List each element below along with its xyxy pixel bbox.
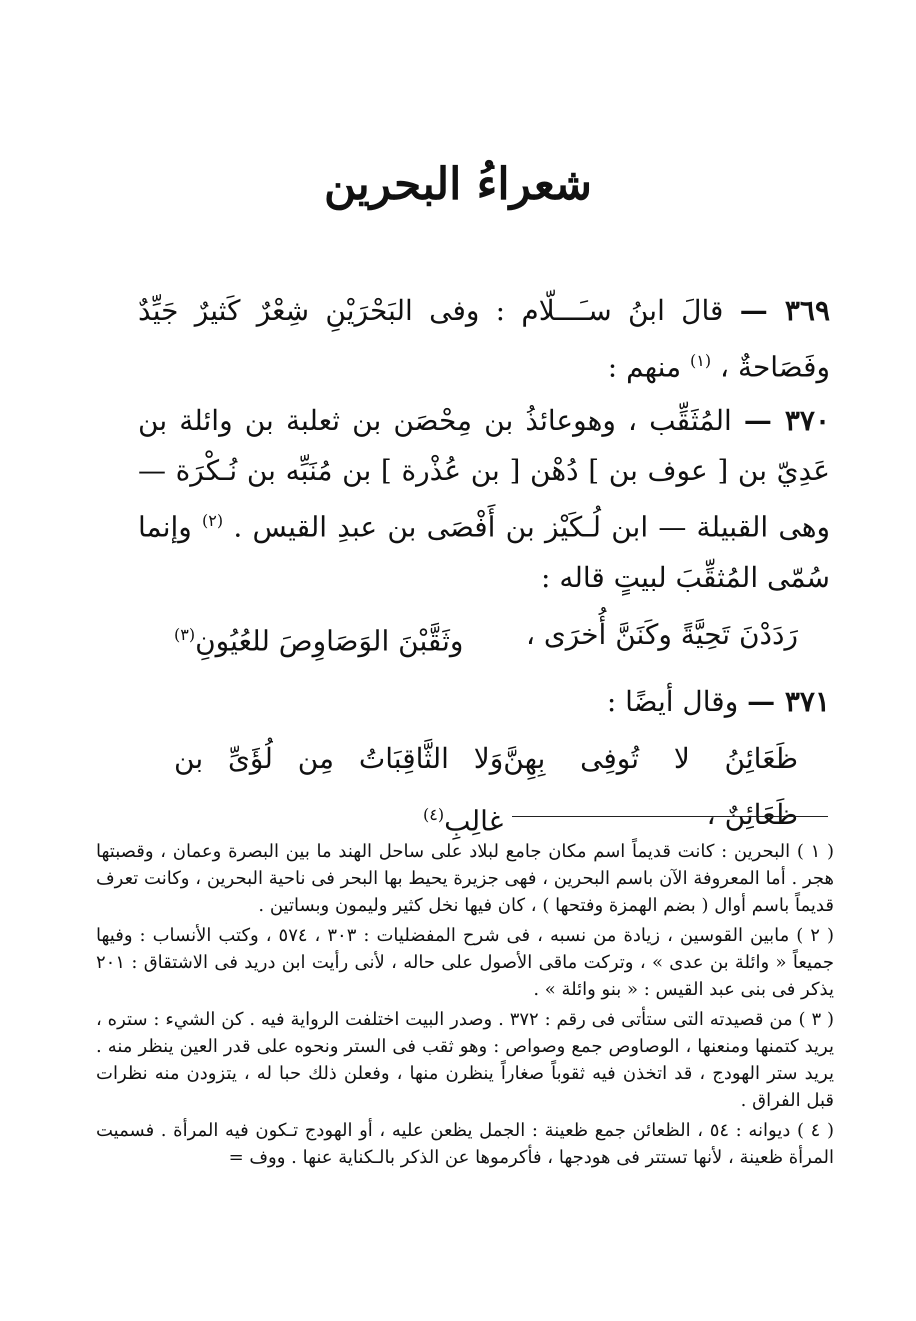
hemistich-text: وثَقَّبْنَ الوَصَاوِصَ للعُيُونِ <box>195 623 464 657</box>
paragraph-text: منهم : <box>607 350 682 384</box>
verse-line <box>174 731 798 849</box>
footnote-ref: (٤) <box>423 804 445 824</box>
paragraph-370 <box>138 396 830 602</box>
chapter-title: شعراءُ البحرين <box>324 159 592 210</box>
footnote-ref: (١) <box>690 351 712 370</box>
footnote-3: ( ٣ ) من قصيدته التى ستأتى فى رقم : ٣٧٢ . وصدر البيت اختلفت الرواية فيه . كن الشيء : ستره ، يريد كتمنها ومنعنها ، الوصاوص جمع وصواص : وهو ثقب فى الستر ونحوه على قدر العين ينظر منه . يريد ستر الهودج ، قد اتخذن فيه ثقوباً صغاراً ينظرن منها ، وفعلن ذلك حبا له ، يتزودن منه نظرات قبل الفراق . <box>96 1009 834 1111</box>
hemistich-text: وَلا الثَّاقِبَاتُ مِن لُؤَىِّ بن غالِبِ <box>174 741 504 838</box>
footnote-1: ( ١ ) البحرين : كانت قديماً اسم مكان جامع لبلاد على ساحل الهند ما بين البصرة وعمان ، وقصبتها هجر . أما المعروفة الآن باسم البحرين ، فهى جزيرة يحيط بها البحر فى ناحية البحرين ، وكانت تعرف قديماً باسم أوال ( بضم الهمزة وفتحها ) ، كان فيها نخل كثير وليمون وبساتين . <box>96 841 834 916</box>
footnote-ref: (٣) <box>174 624 196 644</box>
paragraph-text: وقال أيضًا : <box>606 684 739 718</box>
footnote-divider <box>512 816 828 817</box>
paragraph-371 <box>138 677 830 727</box>
paragraph-number: ٣٧٠ — <box>743 404 831 438</box>
verse-line <box>174 607 798 669</box>
footnotes <box>96 838 834 1174</box>
paragraph-number: ٣٦٩ — <box>739 294 830 327</box>
footnote-4: ( ٤ ) ديوانه : ٥٤ ، الظعائن جمع ظعينة : الجمل يظعن عليه ، أو الهودج تـكون فيه المرأة . فسميت المرأة ظعينة ، لأنها تستتر فى هودجها ، فأكرموها عن الذكر بالـكناية عنها . ووف = <box>96 1120 835 1168</box>
main-text <box>138 286 830 857</box>
footnote-2: ( ٢ ) مابين القوسين ، زيادة من نسبه ، فى شرح المفضليات : ٣٠٣ ، ٥٧٤ ، وكتب الأنساب : وفيها جميعاً « وائلة بن عدى » ، وتركت ماقى الأصول على حاله ، لأنى رأيت ابن دريد فى الاشتقاق : ٢٠١ يذكر فى بنى عبد القيس : « بنو وائلة » . <box>96 925 834 1000</box>
footnote-ref: (٢) <box>202 511 224 531</box>
paragraph-369 <box>138 286 830 392</box>
paragraph-text: وإنما سُمّى المُثقِّبَ لبيتٍ قاله : <box>138 510 830 594</box>
paragraph-text: قالَ ابنُ سـَـــلّام : وفى البَحْرَيْنِ شِعْرٌ كَثيرٌ جَيِّدٌ وفَصَاحةٌ ، <box>138 294 830 384</box>
second-hemistich <box>174 607 463 669</box>
paragraph-text: المُثَقِّب ، وهوعائذُ بن مِحْصَن بن ثعلبة بن وائلة بن عَدِيّ بن [ عوف بن ] دُهْن [ بن عُذْرة ] بن مُنَبِّه بن نُـكْرَة — وهى القبيلة — ابن لُـكَيْز بن أَفْصَى بن عبدِ القيس . <box>138 404 831 544</box>
first-hemistich: رَدَدْنَ تَحِيَّةً وكَنَنَّ أُخرَى ، <box>525 617 798 651</box>
paragraph-number: ٣٧١ — <box>747 684 830 718</box>
second-hemistich <box>174 731 503 849</box>
first-hemistich: ظَعَائِنُ لا تُوفِى بِهِنَّ ظَعَائِنٌ ، <box>503 741 798 831</box>
